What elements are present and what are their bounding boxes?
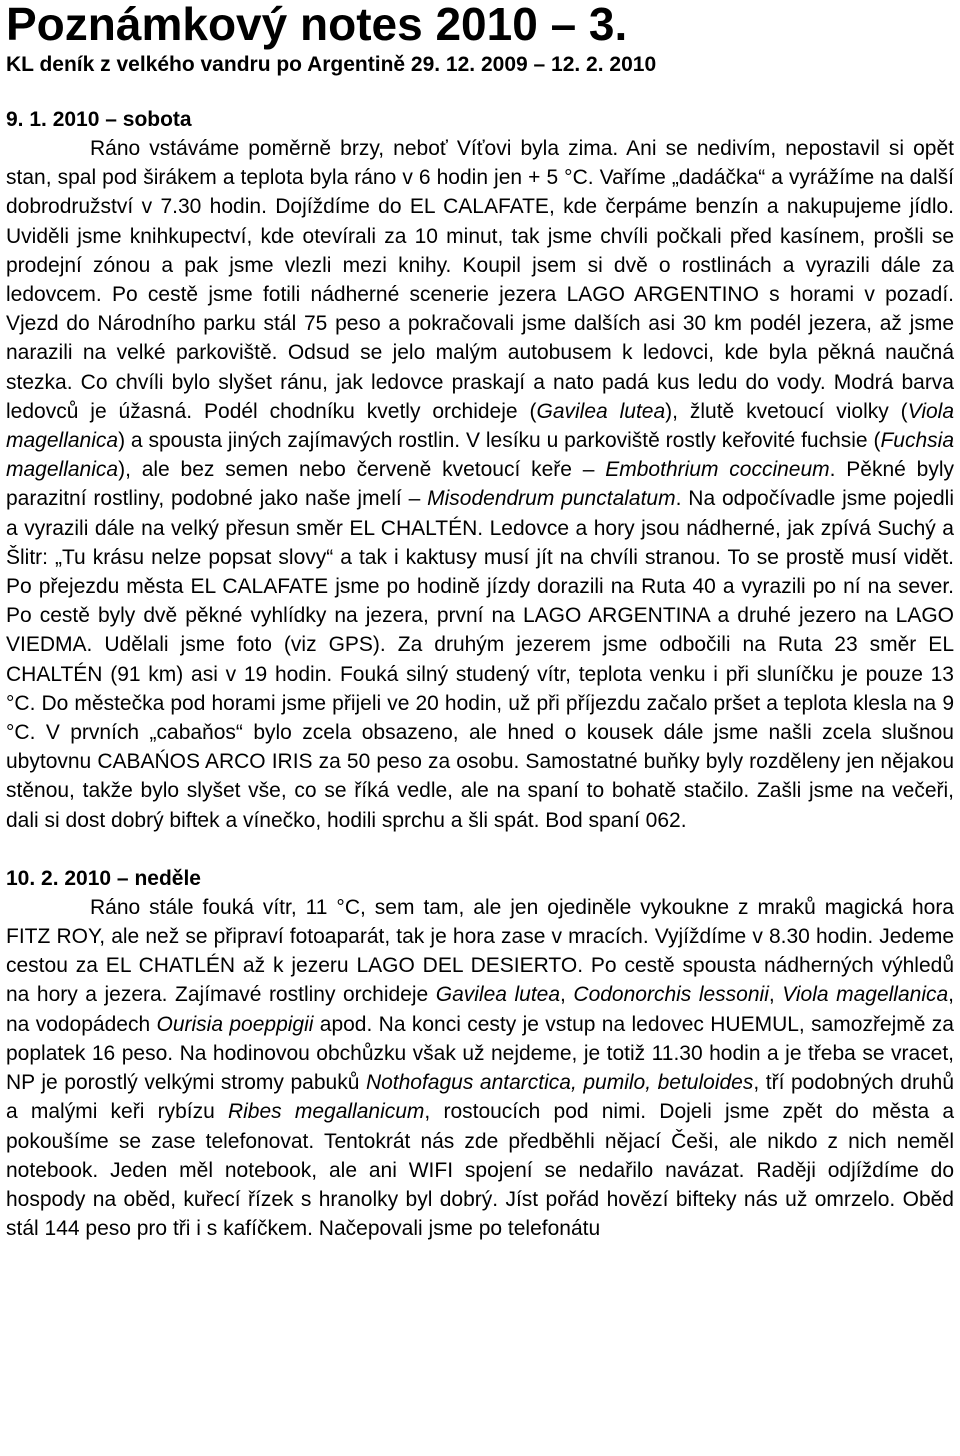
species-name: Gavilea lutea: [536, 399, 666, 423]
species-name: Nothofagus antarctica, pumilo, betuloides: [365, 1071, 754, 1095]
entry-paragraph-2: [6, 893, 954, 1243]
entry-date-2: 10. 2. 2010 – neděle: [6, 866, 201, 890]
text-run: . Pěkné byly parazitní rostliny, podobné jako naše jmelí –: [6, 458, 954, 511]
text-run: ,: [560, 983, 574, 1007]
text-run: apod. Na konci cesty je vstup na ledovec HUEMUL, samozřejmě za poplatek 16 peso. Na hodinovou obchůzku však už nejdeme, je totiž 11.30 hodin a je třeba se vracet, NP je porostlý velkými stromy pabuků: [6, 1012, 954, 1095]
text-run: . Na odpočívadle jsme pojedli a vyrazili dále na velký přesun směr EL CHALTÉN. Ledovce a hory jsou nádherné, jak zpívá Suchý a Šlitr: „Tu krásu nelze popsat slovy“ a tak i kaktusy musí jít na chvíli stranou. To se prostě musí vidět. Po přejezdu města EL CALAFATE jsme po hodině jízdy dorazili na Ruta 40 a vyrazili po ní na sever. Po cestě byly dvě pěkné vyhlídky na jezera, první na LAGO ARGENTINA a druhé jezero na LAGO VIEDMA. Udělali jsme foto (viz GPS). Za druhým jezerem jsme odbočili na Ruta 23 směr EL CHALTÉN (91 km) asi v 19 hodin. Fouká silný studený vítr, teplota venku i při sluníčku je pouze 13 °C. Do městečka pod horami jsme přijeli ve 20 hodin, už při příjezdu začalo pršet a teplota klesla na 9 °C. V prvních „cabaňos“ bylo zcela obsazeno, ale hned o kousek dále jsme našli zcela slušnou ubytovnu CABAŃOS ARCO IRIS za 50 peso za osobu. Samostatné buňky byly rozděleny jen nějakou stěnou, takže bylo slyšet vše, co se říká vedle, ale na spaní to bohatě stačilo. Zašli jsme na večeři, dali si dost dobrý biftek a vínečko, hodili sprchu a šli spát. Bod spaní 062.: [6, 487, 954, 832]
text-run: Ráno stále fouká vítr, 11 °C, sem tam, ale jen ojediněle vykoukne z mraků magická hora FITZ ROY, ale než se připraví fotoaparát, tak je hora zase v mracích. Vyjíždíme v 8.30 hodin. Jedeme cestou za EL CHATLÉN až k jezeru LAGO DEL DESIERTO. Po cestě spousta nádherných výhledů na hory a jezera. Zajímavé rostliny orchideje: [6, 895, 954, 1007]
species-name: Gavilea lutea: [435, 983, 561, 1007]
document-page: [6, 0, 954, 1243]
text-run: ,: [768, 983, 783, 1007]
text-run: , rostoucích pod nimi. Dojeli jsme zpět do města a pokoušíme se zase telefonovat. Tentokrát nás zde předběhli nějací Češi, ale nikdo z nich neměl notebook. Jeden měl notebook, ale ani WIFI spojení se nedařilo navázat. Raději odjíždíme do hospody na oběd, kuřecí řízek s hranolky byl dobrý. Jíst pořád hovězí bifteky nás už omrzelo. Oběd stál 144 peso pro tři i s kafíčkem. Načepovali jsme po telefonátu: [6, 1100, 955, 1241]
text-run: , tří podobných druhů a malými keři rybízu: [6, 1071, 955, 1124]
text-run: ) a spousta jiných zajímavých rostlin. V lesíku u parkoviště rostly keřovité fuchsie (: [118, 429, 881, 453]
species-name: Fuchsia magellanica: [6, 429, 954, 482]
text-run: Ráno vstáváme poměrně brzy, neboť Víťovi byla zima. Ani se nedivím, nepostavil si opět stan, spal pod širákem a teplota byla ráno v 6 hodin jen + 5 °C. Vaříme „dadáčka“ a vyrážíme na další dobrodružství v 7.30 hodin. Dojíždíme do EL CALAFATE, kde čerpáme benzín a nakupujeme jídlo. Uviděli jsme knihkupectví, kde otevírali za 10 minut, tak jsme chvíli počkali před kasínem, prošli se prodejní zónou a pak jsme vlezli mezi knihy. Koupil jsem si dvě o rostlinách a vyrazili dále za ledovcem. Po cestě jsme fotili nádherné scenerie jezera LAGO ARGENTINO s horami v pozadí. Vjezd do Národního parku stál 75 peso a pokračovali jsme dalších asi 30 km podél jezera, až jsme narazili na velké parkoviště. Odsud se jelo malým autobusem k ledovci, kde byla pěkná naučná stezka. Co chvíli bylo slyšet ránu, jak ledovce praskají a nato padá kus ledu do vody. Modrá barva ledovců je úžasná. Podél chodníku kvetly orchideje (: [6, 137, 954, 423]
page-subtitle: KL deník z velkého vandru po Argentině 29. 12. 2009 – 12. 2. 2010: [6, 53, 657, 76]
entry-paragraph-1: [6, 134, 954, 835]
text-run: , na vodopádech: [6, 983, 955, 1036]
species-name: Ribes megallanicum: [227, 1100, 425, 1124]
text-run: ), ale bez semen nebo červeně kvetoucí keře –: [118, 458, 606, 482]
species-name: Embothrium coccineum: [605, 458, 830, 482]
species-name: Ourisia poeppigii: [156, 1012, 314, 1036]
species-name: Codonorchis lessonii: [573, 983, 769, 1007]
entry-date-1: 9. 1. 2010 – sobota: [6, 108, 192, 131]
species-name: Viola magellanica: [782, 983, 949, 1007]
page-title: Poznámkový notes 2010 – 3.: [6, 0, 628, 50]
species-name: Misodendrum punctalatum: [427, 487, 676, 511]
species-name: Viola magellanica: [6, 399, 955, 453]
text-run: ), žlutě kvetoucí violky (: [665, 399, 908, 423]
